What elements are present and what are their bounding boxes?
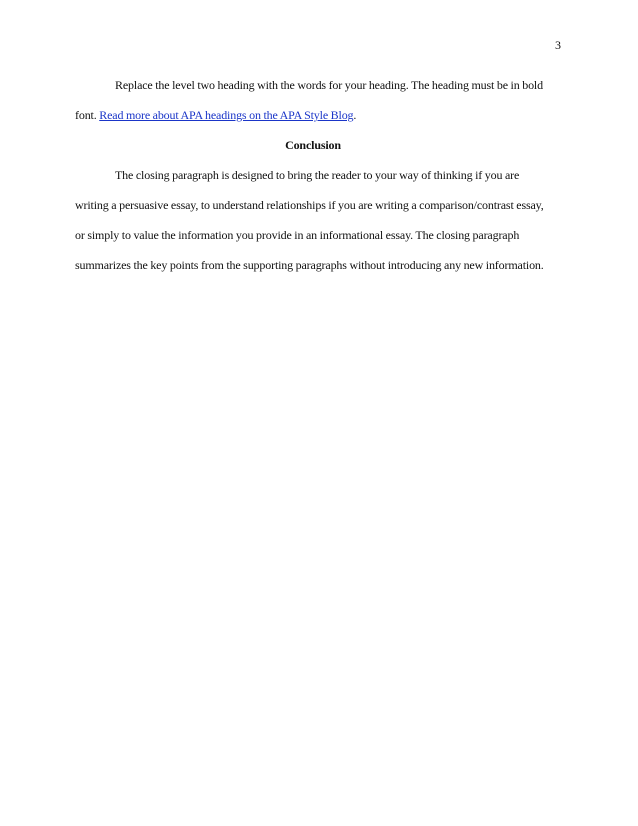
page-number: 3 xyxy=(555,38,561,52)
intro-text-end: . xyxy=(353,108,357,122)
conclusion-paragraph: The closing paragraph is designed to bring the reader to your way of thinking if you are writing a persuasive essay, to understand relationships if you are writing a comparison/contrast essay, or simply to value the information you provide in an informational essay. The closing paragraph summarizes the key points from the supporting paragraphs without introducing any new information. xyxy=(75,168,544,272)
document-body xyxy=(75,70,551,280)
apa-headings-link[interactable]: Read more about APA headings on the APA Style Blog xyxy=(99,108,354,122)
intro-paragraph xyxy=(75,70,551,130)
intro-text: Replace the level two heading with the words for your heading. The heading must be in bold font. xyxy=(75,78,543,122)
conclusion-heading: Conclusion xyxy=(285,138,341,152)
